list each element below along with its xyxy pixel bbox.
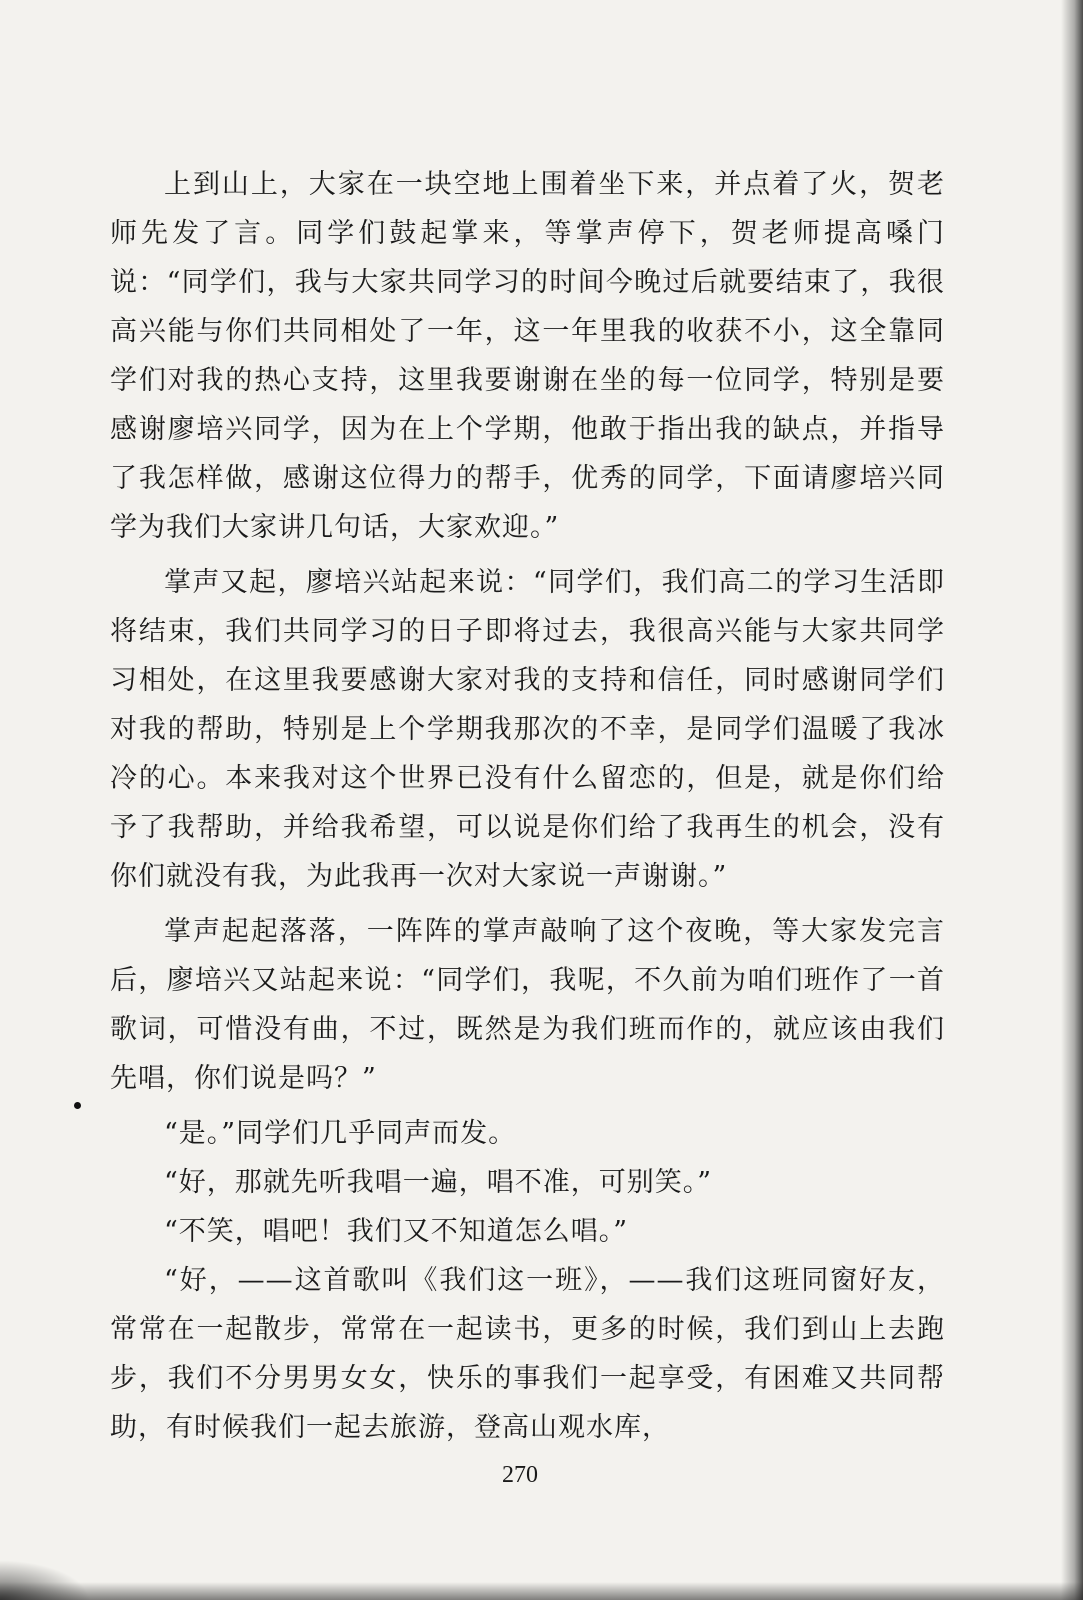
page-number: 270	[502, 1462, 538, 1488]
paragraph-1: 上到山上，大家在一块空地上围着坐下来，并点着了火，贺老师先发了言。同学们鼓起掌来，等掌声停下，贺老师提高嗓门说：“同学们，我与大家共同学习的时间今晚过后就要结束了，我很高兴能与你们共同相处了一年，这一年里我的收获不小，这全靠同学们对我的热心支持，这里我要谢谢在坐的每一位同学，特别是要感谢廖培兴同学，因为在上个学期，他敢于指出我的缺点，并指导了我怎样做，感谢这位得力的帮手，优秀的同学，下面请廖培兴同学为我们大家讲几句话，大家欢迎。”	[110, 169, 945, 543]
paragraph-6: “不笑，唱吧！我们又不知道怎么唱。”	[164, 1216, 629, 1247]
scan-edge-right	[1061, 0, 1083, 1600]
scan-edge-corner	[0, 1560, 90, 1600]
paragraph-3: 掌声起起落落，一阵阵的掌声敲响了这个夜晚，等大家发完言后，廖培兴又站起来说：“同学们，我呢，不久前为咱们班作了一首歌词，可惜没有曲，不过，既然是为我们班而作的，就应该由我们先唱，你们说是吗？”	[110, 916, 945, 1094]
scan-edge-bottom	[0, 1582, 1083, 1600]
paragraph-5: “好，那就先听我唱一遍，唱不准，可别笑。”	[164, 1167, 713, 1198]
paragraph-2: 掌声又起，廖培兴站起来说：“同学们，我们高二的学习生活即将结束，我们共同学习的日子即将过去，我很高兴能与大家共同学习相处，在这里我要感谢大家对我的支持和信任，同时感谢同学们对我的帮助，特别是上个学期我那次的不幸，是同学们温暖了我冰冷的心。本来我对这个世界已没有什么留恋的，但是，就是你们给予了我帮助，并给我希望，可以说是你们给了我再生的机会，没有你们就没有我，为此我再一次对大家说一声谢谢。”	[110, 567, 945, 892]
paragraph-7: “好，——这首歌叫《我们这一班》，——我们这班同窗好友，常常在一起散步，常常在一起读书，更多的时候，我们到山上去跑步，我们不分男男女女，快乐的事我们一起享受，有困难又共同帮助，有时候我们一起去旅游，登高山观水库，	[110, 1265, 945, 1443]
paragraph-4: “是。”同学们几乎同声而发。	[164, 1118, 517, 1149]
scan-speck	[74, 1102, 81, 1109]
body-text	[110, 160, 945, 1452]
